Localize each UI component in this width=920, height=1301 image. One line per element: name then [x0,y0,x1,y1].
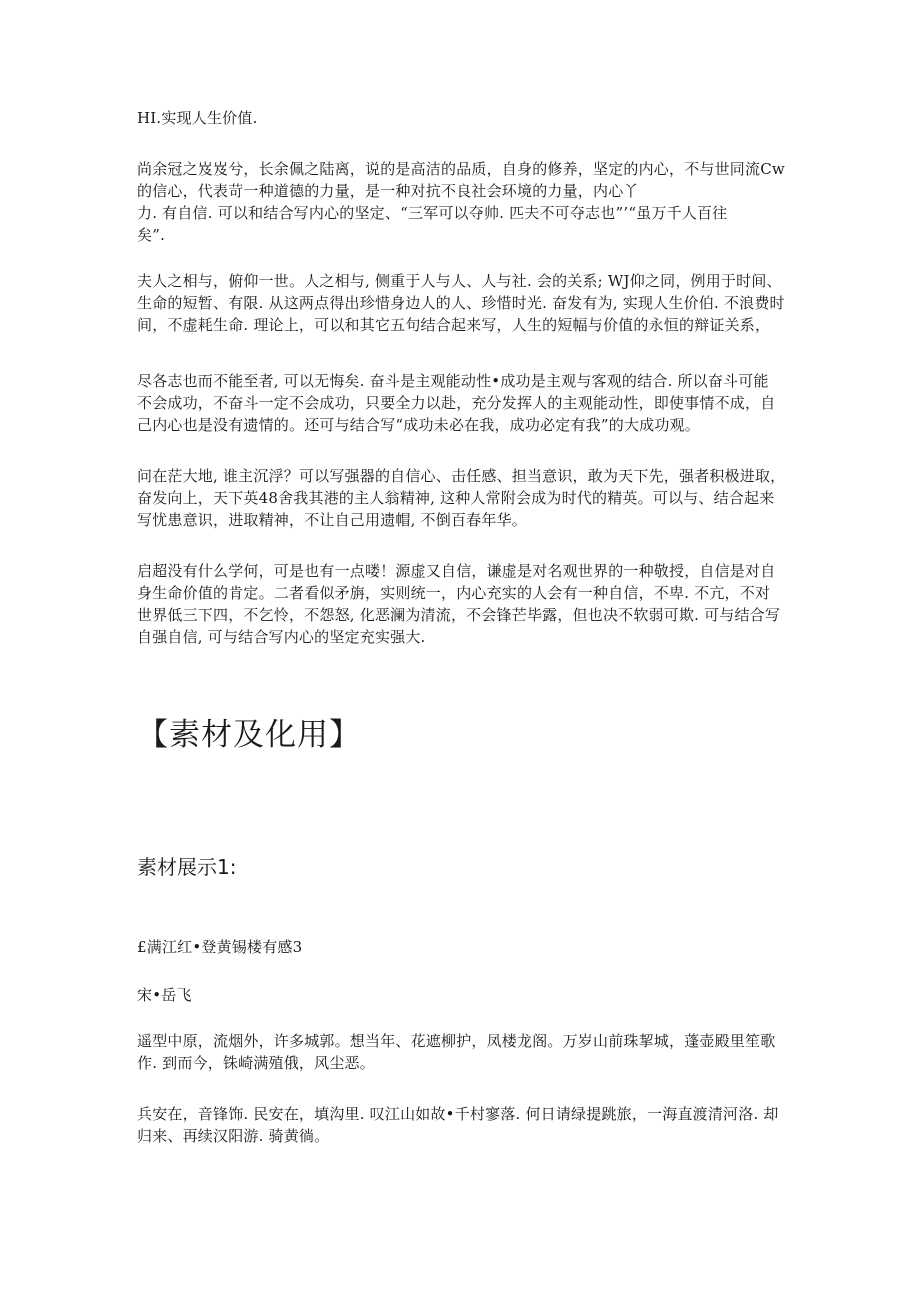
paragraph-line: 夫人之相与，俯仰一世。人之相与, 侧重于人与人、人与社. 会的关系; WJ仰之同，例用于时间、 [137,272,782,290]
paragraph-5 [137,560,787,648]
poem-line: 兵安在，音锋饰. 民安在，填沟里. 叹江山如故•千村寥落. 何日请绿提跳旅，一海直渡清河洛. 却 [137,1105,779,1123]
paragraph-line: 不会成功，不奋斗一定不会成功，只要全力以赴，充分发挥人的主观能动性，即使事情不成，自 [137,394,776,412]
paragraph-line: 问在茫大地, 谁主沉浮？可以写强器的自信心、击任感、担当意识，敢为天下先，强者积极进取， [137,467,786,485]
poem-line: 作. 到而今，铢崎满殖俄，风尘恶。 [137,1054,375,1072]
paragraph-line: 身生命价值的肯定。二者看似矛旃，实则统一，内心充实的人会有一种自信，不卑. 不亢，不对 [137,584,771,602]
paragraph-line: 自强自信, 可与结合写内心的坚定充实强大. [137,628,426,646]
paragraph-line: 己内心也是没有遗情的。还可与结合写“成功未必在我，成功必定有我”的大成功观。 [137,416,700,434]
paragraph-4 [137,465,787,531]
poem-author [137,984,787,1006]
materials-heading: 【素材及化用】 [137,717,361,753]
paragraph-line: 写忧患意识，进取精神，不让自己用遗帽, 不倒百春年华。 [137,511,527,529]
paragraph-line: 的信心，代表苛一种道德的力量，是一种对抗不良社会环境的力量，内心丫 [137,182,639,200]
paragraph-2 [137,270,787,336]
poem-line: 遥型中原，流烟外，许多城郭。想当年、花遮柳护，凤楼龙阁。万岁山前珠挈城，蓬壶殿里笙歌 [137,1032,776,1050]
section-heading-text: HI.实现人生价值. [137,109,258,127]
paragraph-3 [137,370,787,436]
paragraph-line: 奋发向上，天下英48舍我其港的主人翁精神, 这种人常附会成为时代的精英。可以与、结合起来 [137,489,775,507]
paragraph-line: 尽各志也而不能至者, 可以无悔矣. 奋斗是主观能动性•成功是主观与客观的结合. 所以奋斗可能 [137,372,769,390]
material-subheading: 素材展示1: [137,855,237,879]
paragraph-line: 尚余冠之岌岌兮，长余佩之陆离，说的是高洁的品质，自身的修养，坚定的内心，不与世同流Cw [137,160,785,178]
poem-title-text: £满江红•登黄锡楼有感3 [137,938,303,956]
poem-author-text: 宋•岳飞 [137,986,192,1004]
section-heading [137,107,787,129]
paragraph-line: 力. 有自信. 可以和结合写内心的坚定、“三军可以夺帅. 匹夫不可夺志也”’“虽万千人百往 [137,204,728,222]
paragraph-line: 间，不虚耗生命. 理论上，可以和其它五句结合起来写，人生的短幅与价值的永恒的辩证关系， [137,316,771,334]
paragraph-line: 生命的短暂、有限. 从这两点得出珍惜身边人的人、珍惜时光. 奋发有为, 实现人生价伯. 不浪费时 [137,294,785,312]
poem-title [137,936,787,958]
paragraph-line: 矣”. [137,226,166,244]
poem-stanza-2 [137,1103,787,1147]
poem-line: 归来、再续汉阳游. 骑黄徜。 [137,1127,330,1145]
paragraph-line: 世界低三下四，不乞怜，不怨怒, 化恶澜为清流，不会锋芒毕露，但也决不软弱可欺. 可与结合写 [137,606,781,624]
poem-stanza-1 [137,1030,787,1074]
paragraph-1 [137,158,787,246]
paragraph-line: 启超没有什么学何，可是也有一点喽！源虚又自信，谦虚是对名观世界的一种敬授，自信是对自 [137,562,776,580]
